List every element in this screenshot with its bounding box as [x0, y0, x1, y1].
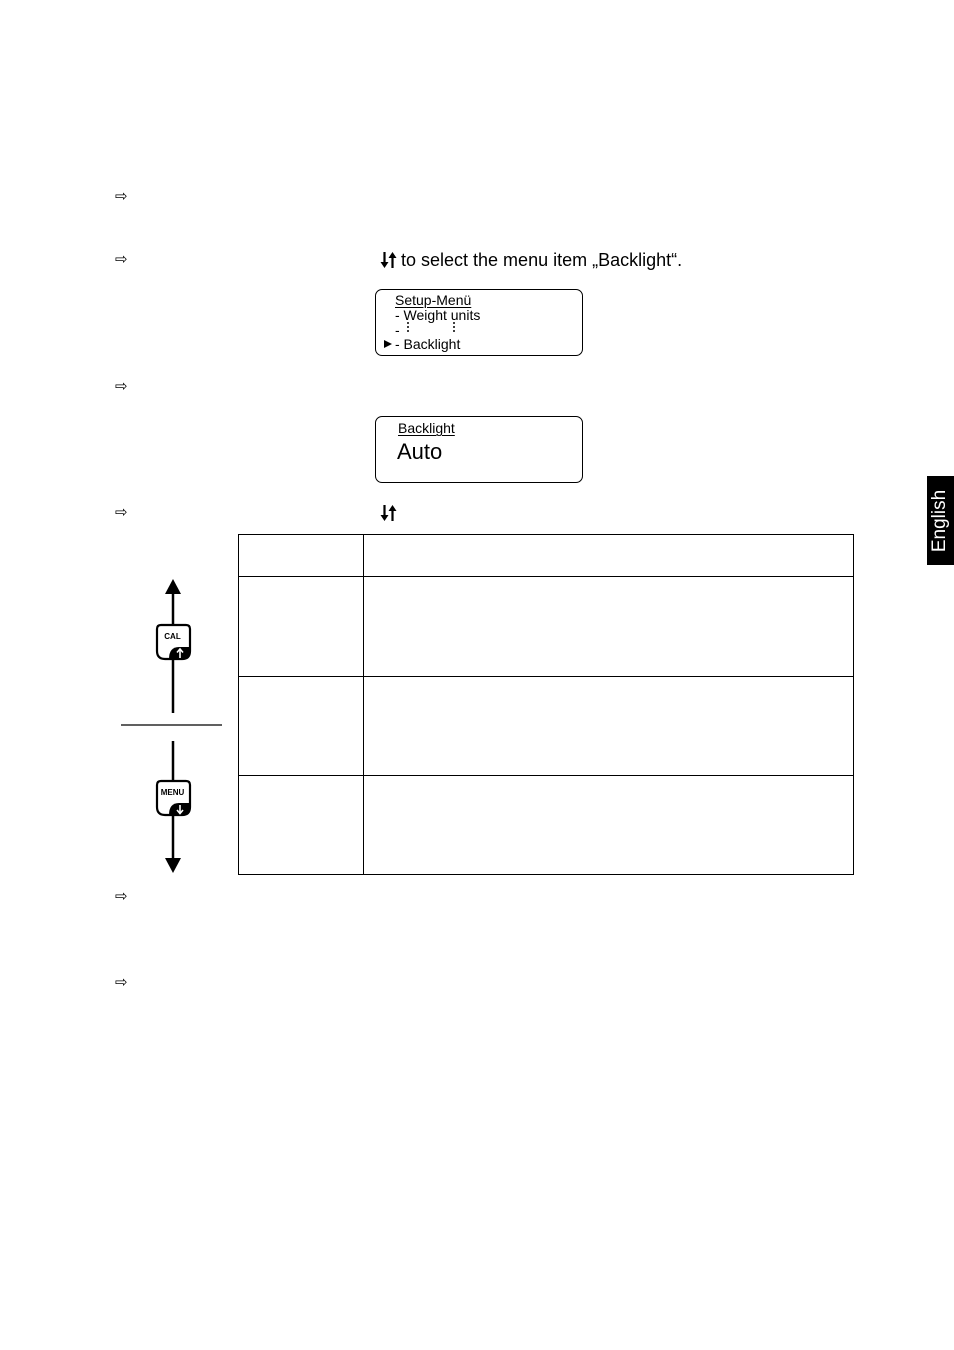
table-cell: [239, 577, 364, 677]
table-cell: [239, 535, 364, 577]
table-header-row: [239, 535, 854, 577]
cal-key-icon: [155, 623, 192, 661]
key-navigation-diagram: [115, 575, 230, 877]
menu-key-label: MENU: [160, 788, 185, 797]
arrow-right-outline-icon: ⇨: [115, 377, 128, 395]
lcd-backlight-title: Backlight: [398, 420, 455, 436]
table-cell: [364, 677, 854, 776]
table-cell: [239, 677, 364, 776]
menu-key-icon: [155, 779, 192, 817]
up-down-arrows-icon: [380, 251, 397, 274]
lcd-menu-item-ellipsis: -: [395, 322, 400, 338]
step-instruction-select-backlight: to select the menu item „Backlight“.: [401, 250, 683, 270]
lcd-dotted-continuation: [406, 321, 458, 335]
language-side-tab-label: English: [929, 489, 951, 552]
table-cell: [364, 776, 854, 875]
table-cell: [239, 776, 364, 875]
up-down-arrows-icon: [380, 504, 397, 527]
arrow-right-outline-icon: ⇨: [115, 973, 128, 991]
lcd-menu-item-weight-units: - Weight units: [395, 307, 481, 323]
triangle-right-icon: [383, 339, 393, 349]
arrow-right-outline-icon: ⇨: [115, 503, 128, 521]
lcd-display-backlight: [375, 416, 583, 483]
arrow-right-outline-icon: ⇨: [115, 887, 128, 905]
language-side-tab: [927, 476, 954, 565]
table-cell: [364, 577, 854, 677]
table-row: [239, 677, 854, 776]
table-row: [239, 776, 854, 875]
table-cell: [364, 535, 854, 577]
table-row: [239, 577, 854, 677]
lcd-backlight-value: Auto: [397, 439, 443, 464]
cal-key-label: CAL: [164, 632, 181, 641]
backlight-options-table: [238, 534, 854, 875]
lcd-menu-item-backlight: - Backlight: [395, 336, 461, 352]
lcd-menu-title: Setup-Menü: [395, 292, 472, 308]
arrow-right-outline-icon: ⇨: [115, 187, 128, 205]
arrow-right-outline-icon: ⇨: [115, 250, 128, 268]
lcd-display-setup-menu: [375, 289, 583, 356]
